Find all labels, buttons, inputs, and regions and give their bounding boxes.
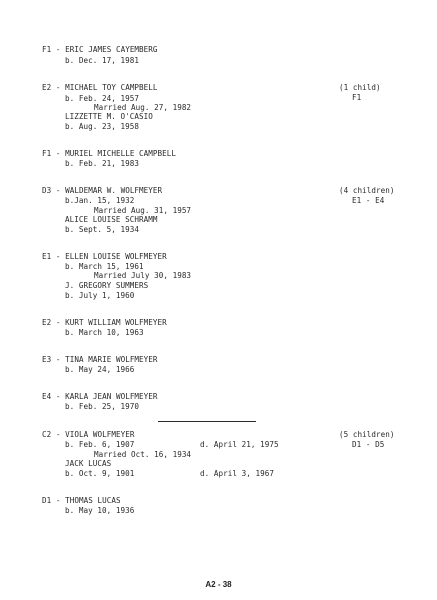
- entry-heading: F1 - MURIEL MICHELLE CAMPBELL: [42, 149, 177, 158]
- children-count: (1 child): [339, 83, 381, 92]
- birth-date: b. Aug. 23, 1958: [65, 122, 139, 131]
- spouse-name: J. GREGORY SUMMERS: [65, 281, 149, 290]
- birth-date: b. March 15, 1961: [65, 262, 144, 271]
- section-divider: [158, 421, 256, 422]
- entry-heading: E4 - KARLA JEAN WOLFMEYER: [42, 392, 158, 401]
- entry-heading: D1 - THOMAS LUCAS: [42, 496, 121, 505]
- birth-date: b. Feb. 24, 1957: [65, 94, 139, 103]
- children-range: F1: [352, 93, 362, 102]
- marriage-date: Married July 30, 1983: [94, 271, 192, 280]
- children-count: (4 children): [339, 186, 395, 195]
- marriage-date: Married Oct. 16, 1934: [94, 450, 192, 459]
- page-number: A2 - 38: [205, 580, 232, 589]
- children-count: (5 children): [339, 430, 395, 439]
- children-range: E1 - E4: [352, 196, 385, 205]
- birth-date: b. Dec. 17, 1981: [65, 56, 139, 65]
- birth-date: b. Feb. 6, 1907: [65, 440, 135, 449]
- death-date: d. April 3, 1967: [200, 469, 274, 478]
- entry-heading: D3 - WALDEMAR W. WOLFMEYER: [42, 186, 163, 195]
- birth-date: b.Jan. 15, 1932: [65, 196, 135, 205]
- spouse-name: JACK LUCAS: [65, 459, 112, 468]
- birth-date: b. March 10, 1963: [65, 328, 144, 337]
- marriage-date: Married Aug. 27, 1982: [94, 103, 192, 112]
- spouse-name: ALICE LOUISE SCHRAMM: [65, 215, 158, 224]
- death-date: d. April 21, 1975: [200, 440, 279, 449]
- birth-date: b. Feb. 21, 1983: [65, 159, 139, 168]
- birth-date: b. May 24, 1966: [65, 365, 135, 374]
- entry-heading: F1 - ERIC JAMES CAYEMBERG: [42, 45, 158, 54]
- marriage-date: Married Aug. 31, 1957: [94, 206, 192, 215]
- spouse-name: LIZZETTE M. O'CASIO: [65, 112, 153, 121]
- birth-date: b. Oct. 9, 1901: [65, 469, 135, 478]
- children-range: D1 - D5: [352, 440, 385, 449]
- birth-date: b. Feb. 25, 1970: [65, 402, 139, 411]
- entry-heading: E2 - KURT WILLIAM WOLFMEYER: [42, 318, 167, 327]
- entry-heading: E3 - TINA MARIE WOLFMEYER: [42, 355, 158, 364]
- birth-date: b. July 1, 1960: [65, 291, 135, 300]
- entry-heading: C2 - VIOLA WOLFMEYER: [42, 430, 135, 439]
- entry-heading: E2 - MICHAEL TOY CAMPBELL: [42, 83, 158, 92]
- birth-date: b. May 10, 1936: [65, 506, 135, 515]
- birth-date: b. Sept. 5, 1934: [65, 225, 139, 234]
- entry-heading: E1 - ELLEN LOUISE WOLFMEYER: [42, 252, 167, 261]
